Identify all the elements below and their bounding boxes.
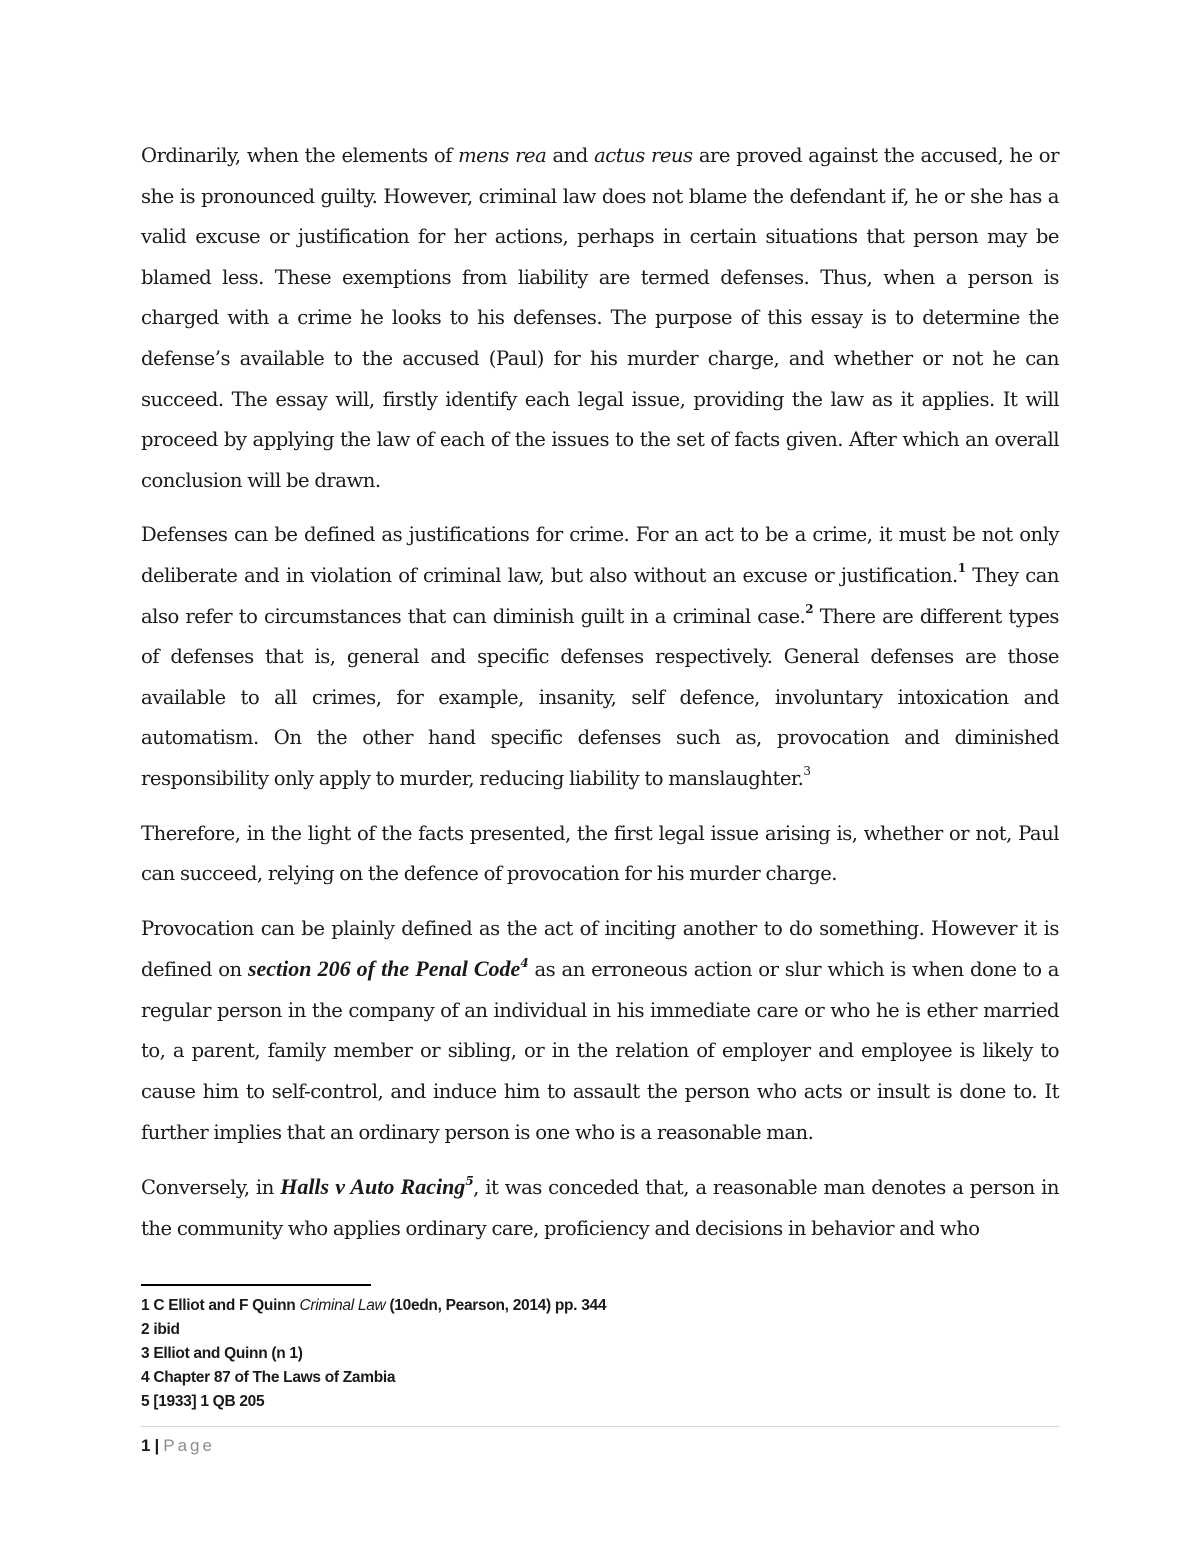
footnotes (141, 1294, 1059, 1414)
footnote-ref-4: 4 (520, 955, 529, 970)
footnote-ref-2: 2 (805, 602, 814, 616)
footnote-ref-3: 3 (803, 764, 811, 779)
paragraph-reasonable-man: Conversely, in Halls v Auto Racing$^5$, it was conceded that, a reasonable man denotes a person in the community who applies ordinary care, proficiency and decisions in behavior and who (141, 1173, 1059, 1240)
footnote-book-title: Criminal Law (299, 1297, 386, 1314)
footnote-ref-5: 5 (465, 1173, 474, 1188)
document-body (141, 136, 1059, 1263)
page-footer (141, 1433, 215, 1459)
term-mens-rea: mens rea (458, 144, 547, 167)
footnote-item: 1 C Elliot and F Quinn Criminal Law (10edn, Pearson, 2014) pp. 344 (141, 1297, 607, 1314)
paragraph-defenses: Defenses can be defined as justifications for crime. For an act to be a crime, it must be not only deliberate and in violation of criminal law, but also without an excuse or justification.$^1$ They can also refer to circumstances that can diminish guilt in a criminal case.$^2$ There are different types of defenses that is, general and specific defenses respectively. General defenses are those available to all crimes, for example, insanity, self defence, involuntary intoxication and automatism. On the other hand specific defenses such as, provocation and diminished responsibility only apply to murder, reducing liability to manslaughter.$^3$ (141, 523, 1059, 790)
paragraph-provocation: Provocation can be plainly defined as the act of inciting another to do something. However it is defined on section 206 of the Penal Code$^4$ as an erroneous action or slur which is when done to a regular person in the company of an individual in his immediate care or who he is ether married to, a parent, family member or sibling, or in the relation of employer and employee is likely to cause him to self-control, and induce him to assault the person who acts or insult is done to. It further implies that an ordinary person is one who is a reasonable man. (141, 916, 1059, 1144)
term-actus-reus: actus reus (594, 144, 693, 167)
page-label: Page (163, 1436, 215, 1455)
paragraph-legal-issue: Therefore, in the light of the facts presented, the first legal issue arising is, whether or not, Paul can succeed, relying on the defence of provocation for his murder charge. (141, 821, 1059, 886)
footer-divider (141, 1426, 1059, 1427)
statute-reference: section 206 of the Penal Code (247, 956, 521, 982)
footnote-item: 5 [1933] 1 QB 205 (141, 1393, 265, 1410)
footnote-item: 2 ibid (141, 1321, 180, 1338)
page-number: 1 (141, 1436, 151, 1455)
footnote-item: 4 Chapter 87 of The Laws of Zambia (141, 1369, 396, 1386)
footnote-separator (141, 1284, 371, 1286)
footer-separator: | (154, 1436, 160, 1455)
case-reference: Halls v Auto Racing (280, 1174, 466, 1200)
footnote-ref-1: 1 (957, 561, 966, 576)
paragraph-introduction: Ordinarily, when the elements of mens rea and actus reus are proved against the accused, he or she is pronounced guilty. However, criminal law does not blame the defendant if, he or she has a valid excuse or justification for her actions, perhaps in certain situations that person may be blamed less. These exemptions from liability are termed defenses. Thus, when a person is charged with a crime he looks to his defenses. The purpose of this essay is to determine the defense’s available to the accused (Paul) for his murder charge, and whether or not he can succeed. The essay will, firstly identify each legal issue, providing the law as it applies. It will proceed by applying the law of each of the issues to the set of facts given. After which an overall conclusion will be drawn. (141, 144, 1059, 492)
footnote-item: 3 Elliot and Quinn (n 1) (141, 1345, 303, 1362)
